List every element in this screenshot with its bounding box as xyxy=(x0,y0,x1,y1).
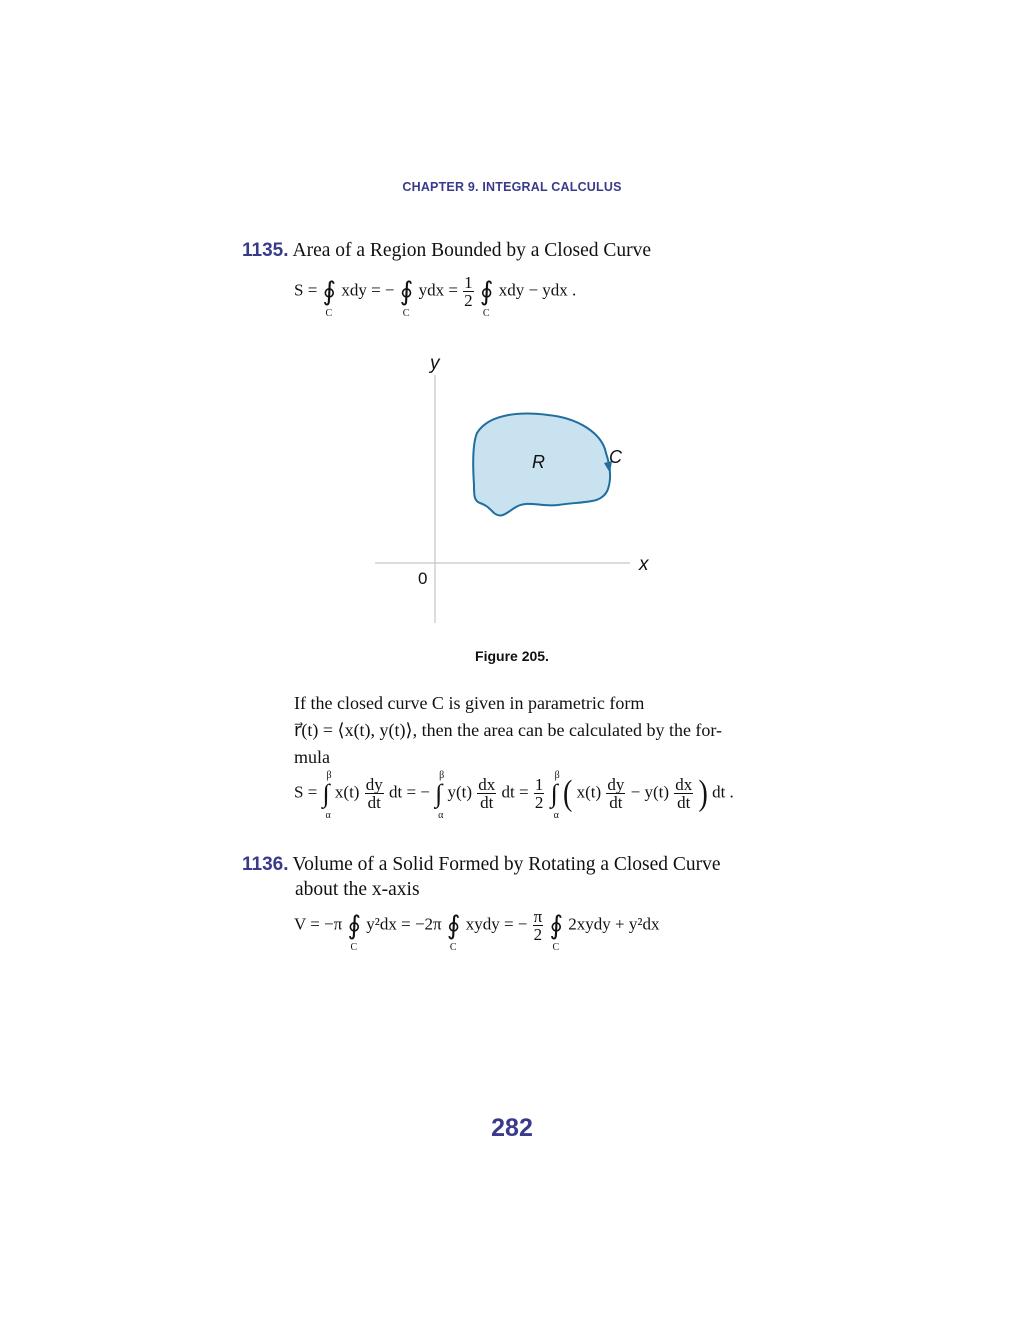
fraction-half: $\frac{1}{2}$ xyxy=(534,775,544,812)
paragraph-line-2 xyxy=(294,717,794,744)
definite-integral-symbol: ∫ β α xyxy=(322,769,332,821)
fraction-dy-dt: $\frac{dy}{dt}$ xyxy=(365,775,383,812)
fraction-dx-dt: $\frac{dx}{dt}$ xyxy=(675,775,693,812)
formula-term: xydy = − xyxy=(465,914,528,934)
y-of-t: y(t) xyxy=(447,782,473,802)
contour-label: C xyxy=(402,307,410,319)
definite-integral-symbol: ∫ β α xyxy=(435,769,445,821)
page-number: 282 xyxy=(491,1114,533,1142)
contour-integral-symbol: ∮ C xyxy=(322,276,337,319)
contour-integral-symbol: ∮ C xyxy=(347,910,362,953)
right-paren: ) xyxy=(698,772,708,813)
origin-label: 0 xyxy=(418,569,428,588)
volume-formula xyxy=(294,907,660,953)
chapter-header: CHAPTER 9. INTEGRAL CALCULUS xyxy=(402,180,622,194)
contour-label: C xyxy=(482,307,490,319)
formula-term: dt . xyxy=(712,782,734,802)
section-title-line-2: about the x-axis xyxy=(295,879,420,900)
region-label: R xyxy=(532,452,545,472)
formula-term: dt = − xyxy=(388,782,430,802)
contour-integral-symbol: ∮ C xyxy=(399,276,414,319)
section-1136-heading xyxy=(242,854,721,876)
parametric-area-formula xyxy=(294,769,734,821)
formula-term: ydx = xyxy=(418,280,458,300)
formula-lhs: S = xyxy=(294,782,318,802)
section-number: 1135. xyxy=(242,240,289,261)
formula-term: xdy − ydx . xyxy=(498,280,577,300)
curve-label: C xyxy=(609,447,622,467)
contour-integral-symbol: ∮ C xyxy=(479,276,494,319)
section-title: Area of a Region Bounded by a Closed Curve xyxy=(292,240,652,261)
paragraph-line: If the closed curve C is given in parametric form xyxy=(294,693,645,713)
formula-lhs: V = −π xyxy=(294,914,343,934)
figure-205-diagram xyxy=(360,345,660,630)
formula-term: xdy = − xyxy=(341,280,395,300)
fraction-half: $\frac{1}{2}$ xyxy=(464,273,473,310)
contour-integral-symbol: ∮ C xyxy=(549,910,564,953)
formula-term: dt = xyxy=(501,782,529,802)
formula-lhs: S = xyxy=(294,280,318,300)
fraction-dx-dt: $\frac{dx}{dt}$ xyxy=(478,775,496,812)
contour-label: C xyxy=(325,307,333,319)
left-paren: ( xyxy=(562,772,573,813)
paragraph-suffix: , then the area can be calculated by the for- xyxy=(412,720,723,740)
x-axis-label: x xyxy=(639,554,649,575)
vector-r-expression: r⃗(t) = ⟨x(t), y(t)⟩ xyxy=(294,720,413,740)
paragraph-line: mula xyxy=(294,747,330,767)
formula-term: 2xydy + y²dx xyxy=(568,914,660,934)
definite-integral-symbol: ∫ β α xyxy=(550,769,560,821)
section-number: 1136. xyxy=(242,854,289,875)
fraction-dy-dt: $\frac{dy}{dt}$ xyxy=(607,775,625,812)
y-axis-label: y xyxy=(430,353,440,374)
fraction-pi-half: $\frac{\pi}{2}$ xyxy=(533,907,543,944)
formula-term: − y(t) xyxy=(630,782,669,802)
figure-caption: Figure 205. xyxy=(475,648,549,664)
area-formula xyxy=(294,273,577,319)
parametric-paragraph xyxy=(294,690,794,771)
formula-term: y²dx = −2π xyxy=(366,914,442,934)
section-title: Volume of a Solid Formed by Rotating a Closed Curve xyxy=(292,854,721,875)
x-of-t: x(t) xyxy=(576,782,602,802)
section-1135-heading xyxy=(242,240,651,262)
contour-integral-symbol: ∮ C xyxy=(446,910,461,953)
x-of-t: x(t) xyxy=(334,782,360,802)
